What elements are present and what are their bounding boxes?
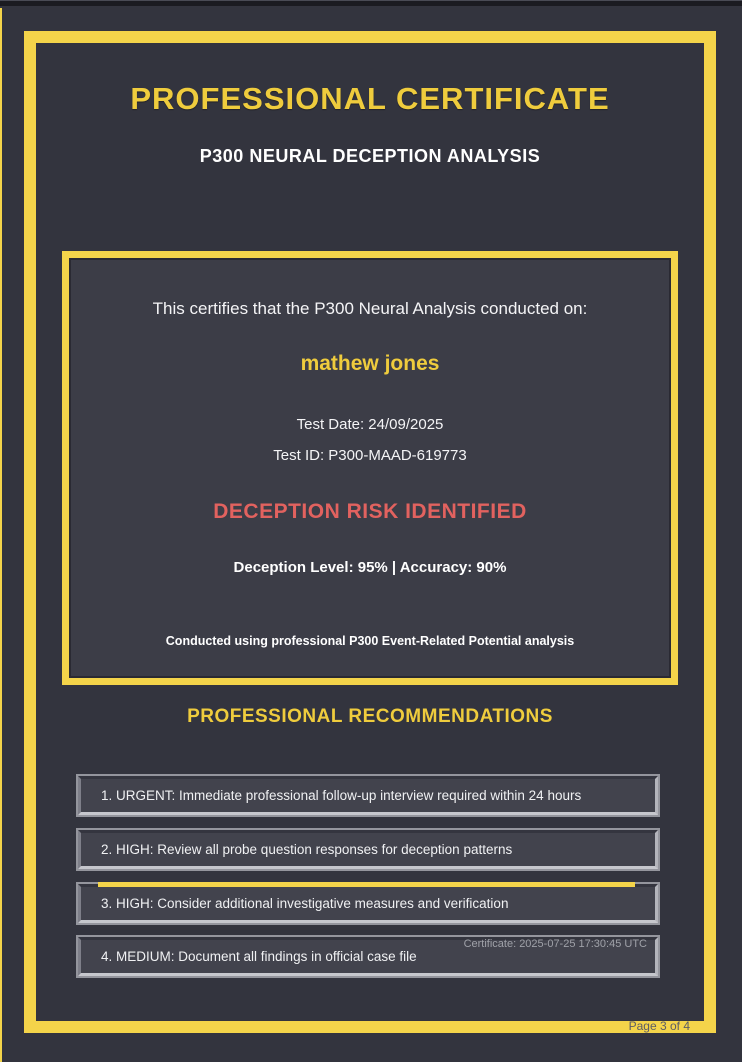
recommendation-item-2 <box>78 830 658 869</box>
page-number: Page 3 of 4 <box>628 1019 690 1033</box>
certify-statement: This certifies that the P300 Neural Analysis conducted on: <box>152 299 588 318</box>
method-note: Conducted using professional P300 Event-Related Potential analysis <box>165 634 575 648</box>
metrics-line: Deception Level: 95% | Accuracy: 90% <box>233 559 507 576</box>
certificate-subtitle: P300 NEURAL DECEPTION ANALYSIS <box>199 146 541 166</box>
test-id: Test ID: P300-MAAD-619773 <box>273 447 467 464</box>
highlight-stripe <box>98 882 635 887</box>
left-edge-accent <box>0 8 2 1062</box>
recommendation-text: 1. URGENT: Immediate professional follow-up interview required within 24 hours <box>101 788 582 803</box>
certificate-details-box <box>62 251 678 685</box>
recommendations-heading: PROFESSIONAL RECOMMENDATIONS <box>187 706 553 727</box>
recommendation-text: 2. HIGH: Review all probe question responses for deception patterns <box>101 842 513 857</box>
top-edge-strip <box>0 0 742 6</box>
recommendation-text: 3. HIGH: Consider additional investigative measures and verification <box>101 896 509 911</box>
certificate-frame <box>24 31 716 1033</box>
recommendation-item-4 <box>78 937 658 976</box>
subject-name: mathew jones <box>300 352 440 375</box>
certificate-timestamp: Certificate: 2025-07-25 17:30:45 UTC <box>463 938 647 950</box>
recommendation-item-1 <box>78 776 658 815</box>
recommendation-item-3 <box>78 884 658 923</box>
test-date: Test Date: 24/09/2025 <box>296 416 444 433</box>
risk-heading: DECEPTION RISK IDENTIFIED <box>213 500 527 523</box>
recommendation-text: 4. MEDIUM: Document all findings in official case file <box>101 949 417 964</box>
certificate-title: PROFESSIONAL CERTIFICATE <box>130 81 610 116</box>
